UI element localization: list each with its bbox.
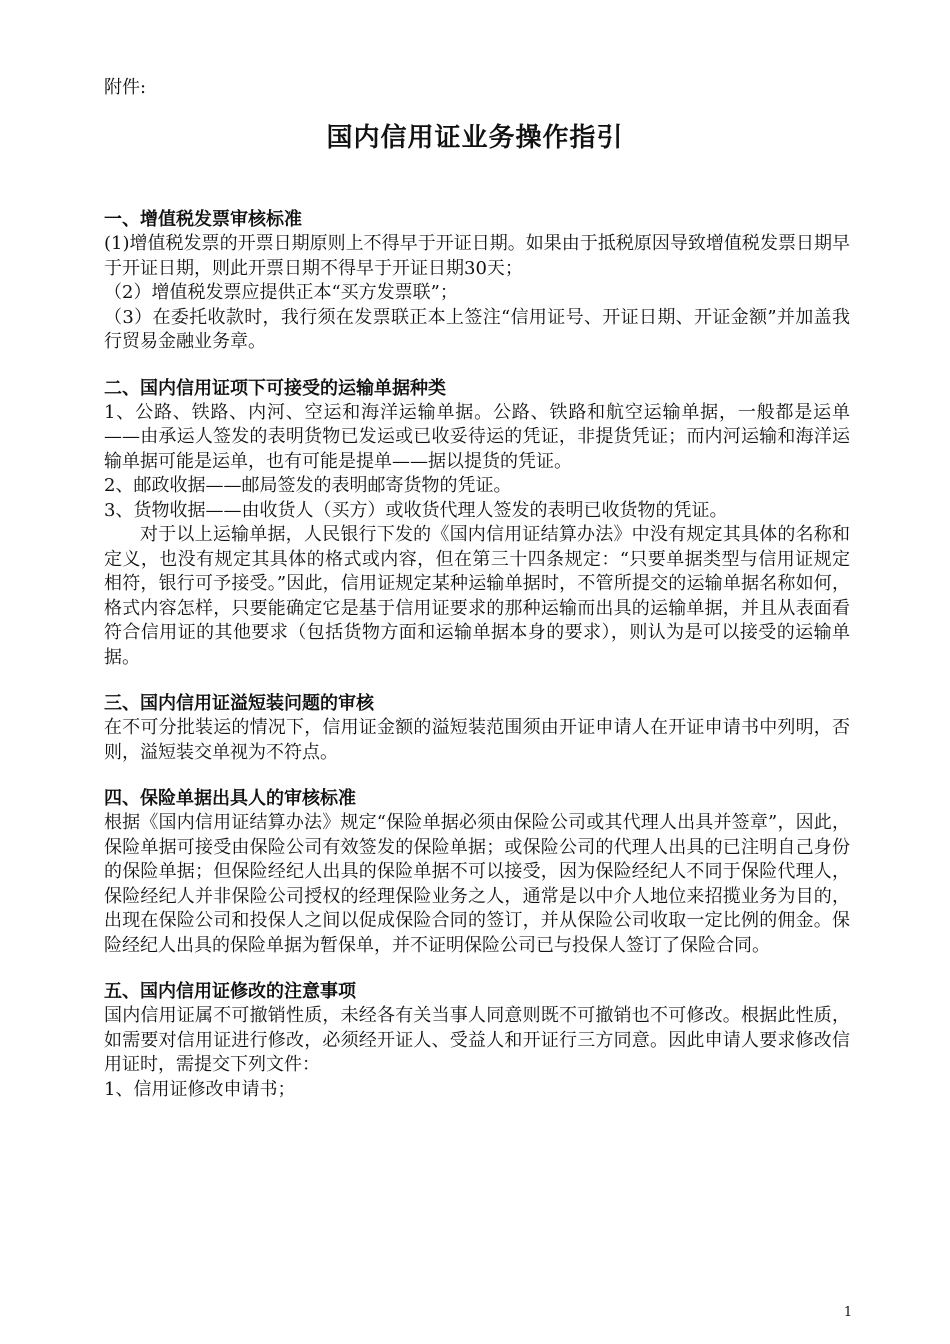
section-heading: 一、增值税发票审核标准 (104, 209, 302, 230)
paragraph: 1、公路、铁路、内河、空运和海洋运输单据。公路、铁路和航空运输单据，一般都是运单——由承运人签发的表明货物已发运或已收妥待运的凭证，非提货凭证；而内河运输和海洋运输单据可能是运单，也有可能是提单——据以提货的凭证。 (104, 401, 850, 472)
paragraph: 对于以上运输单据，人民银行下发的《国内信用证结算办法》中没有规定其具体的名称和定义，也没有规定其具体的格式或内容，但在第三十四条规定：“只要单据类型与信用证规定相符，银行可予接受。”因此，信用证规定某种运输单据时，不管所提交的运输单据名称如何，格式内容怎样，只要能确定它是基于信用证要求的那种运输而出具的运输单据，并且从表面看符合信用证的其他要求（包括货物方面和运输单据本身的要求），则认为是可以接受的运输单据。 (104, 524, 850, 668)
paragraph: （3）在委托收款时，我行须在发票联正本上签注“信用证号、开证日期、开证金额”并加盖我行贸易金融业务章。 (104, 306, 850, 352)
section-amendment-notes (104, 979, 850, 1102)
section-heading: 二、国内信用证项下可接受的运输单据种类 (104, 377, 446, 399)
document-title: 国内信用证业务操作指引 (326, 123, 624, 153)
document-body (104, 207, 850, 1102)
section-transport-documents (104, 376, 850, 671)
section-heading: 四、保险单据出具人的审核标准 (104, 788, 356, 809)
paragraph: 根据《国内信用证结算办法》规定“保险单据必须由保险公司或其代理人出具并签章”，因此，保险单据可接受由保险公司有效签发的保险单据；或保险公司的代理人出具的已注明自己身份的保险单据；但保险经纪人出具的保险单据不可以接受，因为保险经纪人不同于保险代理人，保险经纪人并非保险公司授权的经理保险业务之人，通常是以中介人地位来招揽业务为目的，出现在保险公司和投保人之间以促成保险合同的签订，并从保险公司收取一定比例的佣金。保险经纪人出具的保险单据为暂保单，并不证明保险公司已与投保人签订了保险合同。 (104, 812, 850, 956)
paragraph: 在不可分批装运的情况下，信用证金额的溢短装范围须由开证申请人在开证申请书中列明，否则，溢短装交单视为不符点。 (104, 717, 850, 763)
paragraph: 3、货物收据——由收货人（买方）或收货代理人签发的表明已收货物的凭证。 (104, 499, 728, 521)
section-heading: 五、国内信用证修改的注意事项 (104, 981, 356, 1002)
paragraph: (1)增值税发票的开票日期原则上不得早于开证日期。如果由于抵税原因导致增值税发票日期早于开证日期，则此开票日期不得早于开证日期30天； (104, 233, 850, 279)
paragraph: （2）增值税发票应提供正本“买方发票联”； (104, 282, 458, 303)
paragraph: 国内信用证属不可撤销性质，未经各有关当事人同意则既不可撤销也不可修改。根据此性质，如需要对信用证进行修改，必须经开证人、受益人和开证行三方同意。因此申请人要求修改信用证时，需提交下列文件： (104, 1005, 850, 1075)
section-heading: 三、国内信用证溢短装问题的审核 (104, 693, 374, 714)
attachment-label: 附件: (104, 77, 147, 98)
paragraph: 1、信用证修改申请书； (104, 1078, 296, 1100)
section-over-short-shipment (104, 691, 850, 765)
paragraph: 2、邮政收据——邮局签发的表明邮寄货物的凭证。 (104, 475, 512, 496)
section-insurance-documents (104, 786, 850, 958)
page-number: 1 (843, 1305, 853, 1320)
section-vat-invoice (104, 207, 850, 355)
